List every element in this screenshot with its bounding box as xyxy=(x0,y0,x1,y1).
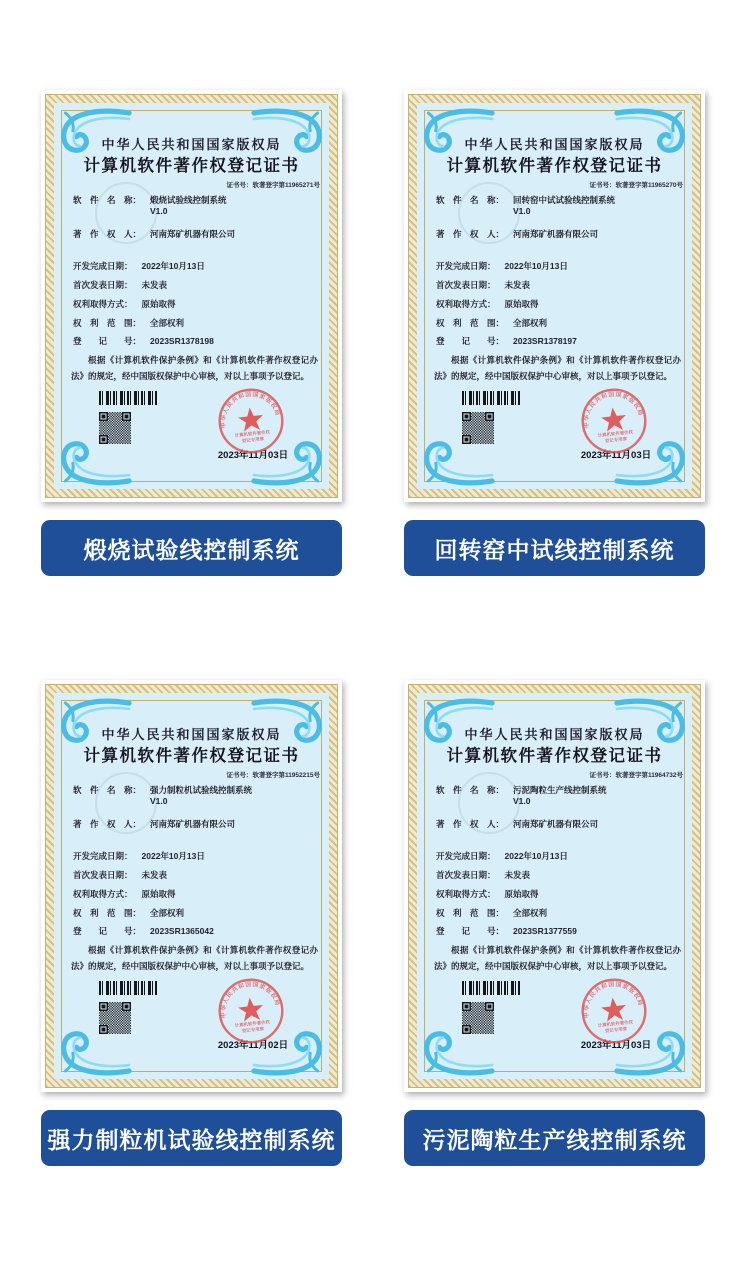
field-label: 权 利 范 围： xyxy=(436,908,505,918)
field-label: 权利取得方式： xyxy=(436,299,496,309)
software-name: 强力制粒机试验线控制系统 xyxy=(150,785,253,795)
seal-line2: 登记专用章 xyxy=(241,436,265,444)
field-label: 登 记 号： xyxy=(436,336,505,346)
caption-bar: 回转窑中试线控制系统 xyxy=(404,520,705,576)
field-dev-complete-date xyxy=(73,851,320,862)
field-label: 登 记 号： xyxy=(436,926,505,936)
field-label: 著 作 权 人： xyxy=(436,819,505,829)
registration-statement: 根据《计算机软件保护条例》和《计算机软件著作权登记办法》的规定，经中国版权保护中心审核，对以上事项予以登记。 xyxy=(434,945,681,971)
field-label: 登 记 号： xyxy=(73,926,142,936)
field-value: 2022年10月13日 xyxy=(504,261,568,271)
field-value: 未发表 xyxy=(141,280,168,290)
field-value xyxy=(150,195,227,217)
certificate-number xyxy=(226,770,320,779)
caption-bar: 污泥陶粒生产线控制系统 xyxy=(404,1110,705,1166)
authority-name: 中华人民共和国国家版权局 xyxy=(464,727,645,742)
field-acquisition-method xyxy=(436,299,683,310)
official-seal xyxy=(214,974,289,1049)
field-acquisition-method xyxy=(73,299,320,310)
field-label: 软 件 名 称： xyxy=(73,785,142,795)
registration-statement: 根据《计算机软件保护条例》和《计算机软件著作权登记办法》的规定，经中国版权保护中心审核，对以上事项予以登记。 xyxy=(71,945,318,971)
field-dev-complete-date xyxy=(436,851,683,862)
certificate-card xyxy=(41,90,342,502)
seal-star-icon xyxy=(237,996,264,1022)
seal-arc-text: 中华人民共和国国家版权局 xyxy=(221,981,281,1019)
field-acquisition-method xyxy=(73,889,320,900)
field-value: 河南郑矿机器有限公司 xyxy=(150,819,236,829)
field-label: 权利取得方式： xyxy=(73,299,133,309)
registration-number-value: 2023SR1378198 xyxy=(150,336,214,346)
field-registration-number xyxy=(436,926,683,937)
certificate-card xyxy=(41,680,342,1092)
certificate-cell xyxy=(404,680,705,1166)
software-version: V1.0 xyxy=(150,796,168,806)
field-rights-scope xyxy=(73,908,320,919)
certificate-number xyxy=(226,180,320,189)
certificate-cell xyxy=(41,680,342,1166)
field-value: 河南郑矿机器有限公司 xyxy=(150,229,236,239)
field-value: 全部权利 xyxy=(150,908,185,918)
official-seal xyxy=(577,974,652,1049)
field-first-publish-date xyxy=(73,870,320,881)
field-rights-scope xyxy=(436,908,683,919)
caption-bar: 煅烧试验线控制系统 xyxy=(41,520,342,576)
seal-star-icon xyxy=(600,406,627,432)
field-label: 开发完成日期： xyxy=(73,261,133,271)
field-first-publish-date xyxy=(436,870,683,881)
certificate-number-label: 证书号： xyxy=(589,182,616,189)
seal-star-icon xyxy=(600,996,627,1022)
registration-number-value: 2023SR1365042 xyxy=(150,926,214,936)
certificate-number-label: 证书号： xyxy=(226,182,253,189)
field-label: 权利取得方式： xyxy=(73,889,133,899)
field-value xyxy=(150,785,252,807)
certificate-number-value: 软著登字第11965270号 xyxy=(615,182,683,189)
field-first-publish-date xyxy=(73,280,320,291)
authority-name: 中华人民共和国国家版权局 xyxy=(101,137,282,152)
field-value: 河南郑矿机器有限公司 xyxy=(513,819,599,829)
seal-line1: 计算机软件著作权 xyxy=(234,429,271,439)
field-label: 软 件 名 称： xyxy=(436,785,505,795)
field-label: 开发完成日期： xyxy=(436,261,496,271)
certificate-number xyxy=(589,770,683,779)
registration-number-value: 2023SR1377559 xyxy=(513,926,577,936)
certificate-number xyxy=(589,180,683,189)
field-copyright-owner xyxy=(436,229,683,240)
qr-code xyxy=(462,1002,494,1034)
certificate-number-value: 软著登字第11952215号 xyxy=(252,772,320,779)
official-seal xyxy=(577,384,652,459)
field-registration-number xyxy=(436,336,683,347)
seal-line1: 计算机软件著作权 xyxy=(597,429,634,439)
registration-statement: 根据《计算机软件保护条例》和《计算机软件著作权登记办法》的规定，经中国版权保护中心审核，对以上事项予以登记。 xyxy=(71,355,318,381)
software-name: 煅烧试验线控制系统 xyxy=(150,195,227,205)
field-value: 原始取得 xyxy=(504,889,539,899)
authority-name: 中华人民共和国国家版权局 xyxy=(464,137,645,152)
field-value: 未发表 xyxy=(504,870,531,880)
issue-date: 2023年11月03日 xyxy=(580,450,652,461)
field-registration-number xyxy=(73,336,320,347)
field-label: 首次发表日期： xyxy=(73,280,133,290)
field-label: 登 记 号： xyxy=(73,336,142,346)
software-version: V1.0 xyxy=(513,206,531,216)
certificate-number-value: 软著登字第11964732号 xyxy=(615,772,683,779)
seal-line1: 计算机软件著作权 xyxy=(234,1019,271,1029)
caption-bar: 强力制粒机试验线控制系统 xyxy=(41,1110,342,1166)
field-rights-scope xyxy=(436,318,683,329)
software-name: 回转窑中试试验线控制系统 xyxy=(513,195,616,205)
issue-date: 2023年11月03日 xyxy=(217,450,289,461)
barcode xyxy=(462,391,520,405)
field-value: 全部权利 xyxy=(150,318,185,328)
field-value: 原始取得 xyxy=(504,299,539,309)
field-label: 著 作 权 人： xyxy=(436,229,505,239)
seal-line2: 登记专用章 xyxy=(604,1026,628,1034)
field-dev-complete-date xyxy=(436,261,683,272)
seal-arc-text: 中华人民共和国国家版权局 xyxy=(584,391,644,429)
field-label: 权 利 范 围： xyxy=(436,318,505,328)
software-version: V1.0 xyxy=(150,206,168,216)
seal-line2: 登记专用章 xyxy=(241,1026,265,1034)
certificate-title: 计算机软件著作权登记证书 xyxy=(83,156,300,175)
field-label: 开发完成日期： xyxy=(436,851,496,861)
authority-name: 中华人民共和国国家版权局 xyxy=(101,727,282,742)
registration-statement: 根据《计算机软件保护条例》和《计算机软件著作权登记办法》的规定，经中国版权保护中心审核，对以上事项予以登记。 xyxy=(434,355,681,381)
field-label: 软 件 名 称： xyxy=(73,195,142,205)
field-rights-scope xyxy=(73,318,320,329)
software-version: V1.0 xyxy=(513,796,531,806)
field-value: 2022年10月13日 xyxy=(504,851,568,861)
field-first-publish-date xyxy=(436,280,683,291)
field-label: 首次发表日期： xyxy=(436,870,496,880)
field-value: 2022年10月13日 xyxy=(141,261,205,271)
field-software-name xyxy=(73,195,320,217)
field-value: 原始取得 xyxy=(141,299,176,309)
field-copyright-owner xyxy=(73,819,320,830)
field-value xyxy=(513,785,607,807)
issue-date: 2023年11月03日 xyxy=(580,1040,652,1051)
field-label: 开发完成日期： xyxy=(73,851,133,861)
certificate-card xyxy=(404,680,705,1092)
field-dev-complete-date xyxy=(73,261,320,272)
field-label: 首次发表日期： xyxy=(73,870,133,880)
field-label: 权利取得方式： xyxy=(436,889,496,899)
seal-line1: 计算机软件著作权 xyxy=(597,1019,634,1029)
qr-code xyxy=(99,412,131,444)
field-value: 原始取得 xyxy=(141,889,176,899)
certificate-number-value: 软著登字第11965271号 xyxy=(252,182,320,189)
field-registration-number xyxy=(73,926,320,937)
certificate-number-label: 证书号： xyxy=(589,772,616,779)
field-copyright-owner xyxy=(73,229,320,240)
seal-arc-text: 中华人民共和国国家版权局 xyxy=(221,391,281,429)
field-value: 未发表 xyxy=(141,870,168,880)
official-seal xyxy=(214,384,289,459)
field-value: 2022年10月13日 xyxy=(141,851,205,861)
field-label: 权 利 范 围： xyxy=(73,318,142,328)
field-value: 未发表 xyxy=(504,280,531,290)
field-label: 首次发表日期： xyxy=(436,280,496,290)
barcode xyxy=(99,981,157,995)
registration-number-value: 2023SR1378197 xyxy=(513,336,577,346)
seal-star-icon xyxy=(237,406,264,432)
certificate-title: 计算机软件著作权登记证书 xyxy=(446,156,663,175)
software-name: 污泥陶粒生产线控制系统 xyxy=(513,785,607,795)
barcode xyxy=(462,981,520,995)
seal-arc-text: 中华人民共和国国家版权局 xyxy=(584,981,644,1019)
qr-code xyxy=(462,412,494,444)
field-label: 著 作 权 人： xyxy=(73,229,142,239)
field-label: 软 件 名 称： xyxy=(436,195,505,205)
field-value: 河南郑矿机器有限公司 xyxy=(513,229,599,239)
field-label: 权 利 范 围： xyxy=(73,908,142,918)
field-software-name xyxy=(73,785,320,807)
field-label: 著 作 权 人： xyxy=(73,819,142,829)
field-value: 全部权利 xyxy=(513,908,548,918)
field-value: 全部权利 xyxy=(513,318,548,328)
certificate-cell xyxy=(404,90,705,576)
certificate-cell xyxy=(41,90,342,576)
qr-code xyxy=(99,1002,131,1034)
certificates-grid xyxy=(41,90,705,1166)
certificate-title: 计算机软件著作权登记证书 xyxy=(446,746,663,765)
barcode xyxy=(99,391,157,405)
issue-date: 2023年11月02日 xyxy=(217,1040,289,1051)
certificate-title: 计算机软件著作权登记证书 xyxy=(83,746,300,765)
certificate-card xyxy=(404,90,705,502)
seal-line2: 登记专用章 xyxy=(604,436,628,444)
field-software-name xyxy=(436,195,683,217)
certificate-number-label: 证书号： xyxy=(226,772,253,779)
field-copyright-owner xyxy=(436,819,683,830)
field-value xyxy=(513,195,615,217)
field-acquisition-method xyxy=(436,889,683,900)
field-software-name xyxy=(436,785,683,807)
